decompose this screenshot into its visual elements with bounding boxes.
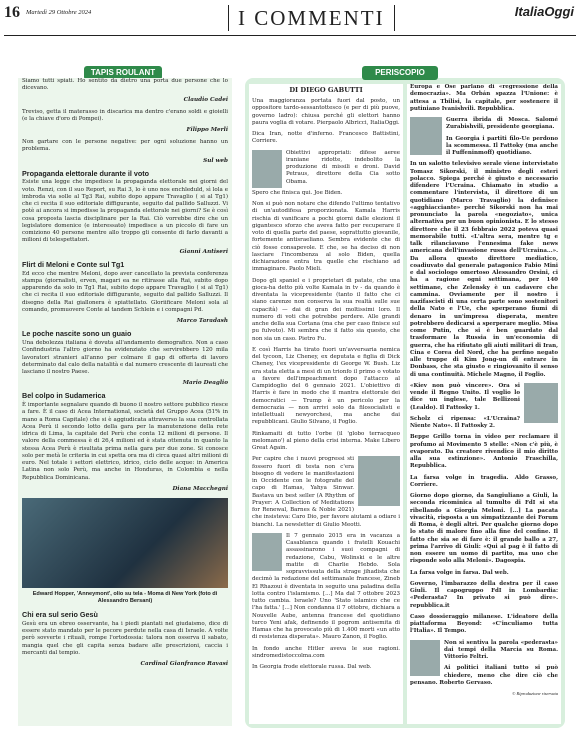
periscopio-item: In Georgia i partiti filo-Ue perdono la scommessa. Il Fattoky (ma anche il Fuffeninmoff) quotidiano.: [446, 135, 558, 156]
portrait-photo: [524, 383, 558, 423]
periscopio-item: In Georgia frode elettorale russa. Dal web.: [252, 664, 372, 670]
periscopio-item: Spero che finisca qui. Joe Biden.: [252, 189, 343, 196]
hopper-painting-photo: [22, 498, 228, 588]
portrait-photo: [410, 640, 440, 676]
periscopio-item: In un salotto televisivo serale viene intervistato Tomasz Sikorski, il ministro degli esteri polacco. Spiega perché è giusto e necessario difendere l'Ucraina. Chiamato in studio a commentare l'intervista, il direttore di un quotidiano (Marco Travaglio) la definisce «agghiacciante» perché Sikorski non ha mai pronunciato la parola «negoziato», unica alternativa per un buon opinionista. E lo stesso direttore che il 23 febbraio 2022 poteva quasi memorabile tutti. «L'altra sera, mentre tg e talk rilanciavano l'ennesima fake news americana dell'invasione russa dell'Ucraina...». Da allora questo direttore mediatico, coadiuvato dal generale patagonico Fabio Mini e dal sociologo omertoso Alessandro Orsini, ci ha a ragione ogni settimana, per 140 settimane, che Zelensky è un cadavere che cammina. Ovviamente per il nostro i nazifascisti di una certa parte sono sostenitori della Nato e l'Ue, che sperperano fiumi di denaro in un'impresa disperata, mentre potrebbero dedicarsi a sperperare meglio. Misa come Putin, che si è ben guardato dal trasformare la Russia in un'economia di guerra, che ha rifiutato gli aiuti militari di Iran, Cina e Corea del Nord, che ha perfino negato alle truppe di Kim Jong-un di entrare in Donbass, che sta giusto e ringiovanito il senso di una continuità. Michele Magno, il Foglio.: [410, 161, 559, 378]
item-title: Chi era sul serio Gesù: [22, 609, 98, 619]
periscopio-item: Governo, l'imbarazzo della destra per il caso Giuli. Il capogruppo FdI in Lombardia: «Pederasta? In privato si può dire». repubblica.it: [410, 580, 558, 609]
item-signature: Mario Deaglio: [182, 380, 228, 387]
periscopio-item: Dica Iran, notte d'inferno. Francesco Battistini, Corriere.: [252, 131, 400, 145]
periscopio-item: Rinkamaiti di tutto l'orbe (il 'globo terracqueo melomano') al pieno della crisi interna. Make Libero Great Again.: [252, 430, 400, 451]
page-date: Martedì 29 Ottobre 2024: [26, 9, 92, 16]
item-signature: Cardinal Gianfranco Ravasi: [140, 661, 228, 668]
periscopio-item: Non si può non notare che difendo l'ultimo tentativo di un'autodifesa proporzionata. Kamala Harris rischia di vanificare a pochi giorni dalle elezioni il gigantesco sforzo che aveva fatto per recuperare il voto di quella parte del paese, soprattutto giovanile, fortemente antisraeliano. Sembra evidente che di ciò fosse consapevole. E che, se ha deciso di non lasciare l'incombenza al solo Biden, quella dichiarazione entra tra quelle che rischiano ad immaginare. Paolo Mieli.: [252, 201, 400, 273]
periscopio-item: Una maggioranza portata fuori dal posto, un oppositore tardo-sessantottesco (e per di più puove, governo ladro): chiusa perché gli elettori hanno paura voglia di votare. Pierpaolo Albricci, ItaliaOggi.: [252, 98, 400, 126]
item-signature: Gianni Antiseri: [179, 248, 228, 255]
item-title: Propaganda elettorale durante il voto: [22, 168, 150, 178]
item-signature: Sul web: [203, 157, 228, 164]
periscopio-item: Il 7 gennaio 2015 era in vacanza a Casablanca quando i fratelli Kouachi assassinarono i suoi compagni di redazione, Cabu, Wolinski e le altre matite di Charlie Hebdo. Sola sopravvissuta della strage jihadista che decimò la redazione del settimanale francese, Zineb El Rhazoui è diventata in seguito una paladina della lotta contro l'islamismo. [...] Ma dal 7 ottobre 2023 tutto cambia. Israele? Uno 'Stato islamico che ce l'ha fatta.' [...] Non condanna il 7 ottobre, dichiara a Nouvelle Aube, antenna francese del quotidiano turco Yeni afak, definendo il pogrom antisemita di Hamas che ha provocato più di 1.400 morti «un atto di resistenza disperata». Mauro Zanon, il Foglio.: [252, 532, 400, 641]
item-signature: Claudio Cadei: [183, 96, 228, 103]
tapis-roulant-column: [18, 78, 232, 726]
periscopio-item: Guerra ibrida di Mosca. Salomé Zurabishvili, presidente georgiana.: [446, 117, 558, 131]
section-title: I COMMENTI: [238, 6, 385, 30]
periscopio-item: In fondo anche Hitler aveva le sue ragioni. sindromedistoccolma.com: [252, 645, 400, 659]
periscopio-item: Europa e Ose parlano di «regressione della democrazia». Ma Orbán spazza l'Unione: è attesa a Tbilisi, la capitale, per sostenere il putiniano Ivanishvili. Repubblica.: [410, 84, 558, 112]
portrait-photo: [410, 117, 442, 155]
item-title: Bel colpo in Sudamerica: [22, 391, 106, 401]
byline: DI DIEGO GABUTTI: [289, 86, 363, 94]
periscopio-col-2: [407, 84, 561, 724]
portrait-photo: [252, 150, 282, 188]
book-cover-photo: [358, 456, 400, 506]
periscopio-item: E così Harris ha tirato fuori un'avversaria nemica del tycoon, Liz Cheney, ex deputata e figlia di Dick Cheney, l'ex vicepresidente di George W. Bush. Liz era stata eletta a mesi di un trionfo il primo o votato a favore dell'impeachment dopo l'attacco al Campidoglio del 6 gennaio 2021. L'obiettivo di Harris è fare in modo che il mantra elettorale dei democratici — Trump è un pericolo per la democrazia — non arrivi solo da filosocialisti e intellettuali newyorchesi, ma anche dai repubblicani. Giulio Silvano, il Foglio.: [252, 346, 400, 426]
periscopio-tab: PERISCOPIO: [362, 66, 438, 80]
portrait-photo: [252, 533, 282, 571]
item-signature: Marco Taradash: [176, 318, 228, 325]
item-title: Flirt di Meloni e Conte sul Tg1: [22, 259, 125, 269]
periscopio-item: Ai politici italiani tutto si può chiedere, meno che dire ciò che pensano. Roberto Gervaso.: [410, 665, 558, 686]
tapis-roulant-tab: TAPIS ROULANT: [84, 66, 162, 80]
item-text: È importante segnalare quando di buono il nostro settore pubblico riesce a fare. È il caso di Acea International, società del Gruppo Acea (51% in mano a Roma Capitale) che si è aggiudicata attraverso la sua controllata Acea Perù il secondo lotto della gara per la manutenzione della rete idrica di Lima, la capitale del Perù che conta 12 milioni di persone. Il valore della commessa è di 26,4 milioni ed è stata ottenuta in quanto la stessa Acea Perù è risultata prima nella gara per due zone. Si conosce solo per metà le criteria in cui spetta ora ma di circa quasi altri milioni di euro. Nel totale i settori elettrico, idrico, ciclo delle acque: in America Latina non solo Perù, ma anche in Honduras, in Colombia e nella Repubblica Dominicana.: [22, 402, 228, 481]
periscopio-item: «Kiev non può vincere». Ora si vende il Regno Unito. Il voglio lo dice un inglese, tale Bellizoni (Lealdo). Il Fattosky 1.: [410, 382, 520, 411]
brand-logo: ItaliaOggi: [514, 4, 574, 19]
item-text: Siamo tutti spiati. Ho sentito da dietro una porta due persone che lo dicevano.: [22, 78, 228, 92]
periscopio-item: Scholz ci ripensa: «L'Ucraina? Niente Nato». Il Fattosky 2.: [410, 415, 520, 429]
periscopio-item: Caso dossieraggio milanese. L'ideatore della piattaforma Beyond: «C'inculiamo tutta l'Italia». Il Tempo.: [410, 613, 558, 635]
periscopio-item: Non si sentiva la parola «pederasta» dai tempi della Marcia su Roma. Vittorio Feltri.: [444, 639, 558, 660]
periscopio-item: Per capire che i nuovi progressi sti fossero fuori di testa non c'era bisogno di vedere le manifestazioni in Occidente con le fotografie del capo di Hamas, Yahya Sinwar. Bastava un best seller (A Rhythm of Prayer: A Collection of Meditations for Renewal, Barnes & Noble 2021) che insisteva: Caro Dio, per favore aiutami a odiare i bianchi. La newsletter di Giulio Meotti.: [252, 456, 400, 528]
copyright-note: © Riproduzione riservata: [512, 691, 558, 696]
page-header: [0, 0, 580, 40]
item-text: Una debolezza italiana è dovuta all'andamento demografico. Non a caso Confindustria l'altro giorno ha evidenziato che servirebbero 120 mila lavoratori stranieri all'anno per colmare il gap di offerta di lavoro determinato dal calo della natalità e dal numero crescente di laureati che lasciano il nostro Paese.: [22, 340, 228, 376]
photo-caption: Edward Hopper, 'Anneymont', olio su tela - Moma di New York (foto di Alessandro Bersani): [32, 590, 218, 604]
periscopio-item: Beppe Grillo torna in video per reclamare il profumo ai Movimento 5 stelle: «Non c'è più, è evaporato. Da creatore rivendico il mio diritto alla sua estinzione». Antonio Fraschilla, Repubblica.: [410, 434, 558, 470]
item-text: Ed ecco che mentre Meloni, dopo aver cancellato la prevista conferenza stampa (giornalisti, erven, magari ea ne ritirasse alla Rai, subito dopo apparendo da solo in Tg1 Rai, subito dopo appare Travaglio ( si al Tg1) che ci recita il suo editoriale diffigurante, seguito dal pallido Salluzzi. Il disegno della Rai giallonera è spiattellato. Gloriificare Meloni sola al comando, promuovere Conte al tandem Schlein e i compagni Pd.: [22, 270, 228, 313]
item-text: Non gartare con le persone negative: per ogni soluzione hanno un problema.: [22, 139, 228, 153]
periscopio-col-1: [249, 84, 403, 724]
item-signature: Filippo Merli: [186, 127, 228, 133]
periscopio-item: Obiettivi appropriati: difese aeree iraniane ridotte, indebolito la produzione di missili e droni. David Petraus, direttore della Cia sotto Obama.: [286, 149, 400, 185]
periscopio-item: La farsa volge in tragedia. Aldo Grasso, Corriere.: [410, 474, 558, 488]
page-number: 16: [4, 4, 20, 21]
periscopio-item: La farsa volge in farsa. Dal web.: [410, 569, 509, 576]
item-signature: Diana Macchegni: [172, 485, 228, 492]
periscopio-item: Dopo gli spaniel e i proprietari di patate, che una gioca-ha detto più volte Kamala in tv - da quando è diventata la vicepresidente (tanto il fatto che ci siano carenze non conserva la sua realtà sulle sue capacità) — dai di gran dei moltissimi loro. Il numero di voti che potrebbe perdere. Alle grandi anche della sua Cortana (ma che per caso finisce sul pu fulvoto). Mi sembra che il fatto sia questo, che non sia un caso. Pietro Fu.: [252, 277, 400, 342]
item-text: Treviso, getta il materasso in discarica ma dentro c'erano soldi e gioielli (e la chiave d'oro di Pompei).: [22, 108, 228, 122]
periscopio-item: Giorno dopo giorno, da Sangiuliano a Giuli, la seconda ricominica al tumulto di FdI si sta ribellando a Giorgia Meloni. [...] La pacata vivacità, risposta a un simpatizzante dei Forum di Roma, è degli altri. Per qualche giorno dopo lo stato di malore fino alla fine del confine. Il fatto che sia se di fare è: il grande ballo a 27, prima l'arrivo di Giuli: «Qui al pag è il fatto di non essere un uomo di partito, ma uno che risponde solo alla Meloni». Dagospia.: [410, 493, 558, 565]
item-text: Esiste una legge che impedisce la propaganda elettorale nei giorni del voto. Renzi, con il suo Report, su Rai 3, lo è uno nos enchleduld, sì lola e imbroda via solle al Tg3 Rai, subito dopo appare Travaglio ( si al Tg1) che ci recita il suo editoriale diffigurante, seguito dal pallido Salluzzi. Vi potè ai ancora si impedisse la propaganda elettorale nei giorni? Se è così cosa proposta lascia disciplinare per la Rai. Ciò vorrebbe dire che un legislatore domenice (e interessato) impedisce a un piccolo di fare un comiziono 40 persone mentre allo troppo gli consente di farlo davanti a milioni di telespettatori.: [22, 179, 228, 244]
item-text: Gesù era un ebreo osservante, ha i piedi piantati nel giudaismo, dice di essere stato mandato per le pecore perdute nella casa di Israele. A volte però sovverte i rituali, rompe l'ortodossia: talora non osserva il sabato, mangia quel che gli capita senza badare alle prescrizioni, caccia i mercanti dal tempio.: [22, 620, 228, 656]
item-title: Le poche nascite sono un guaio: [22, 329, 132, 339]
header-rule: [4, 35, 576, 36]
